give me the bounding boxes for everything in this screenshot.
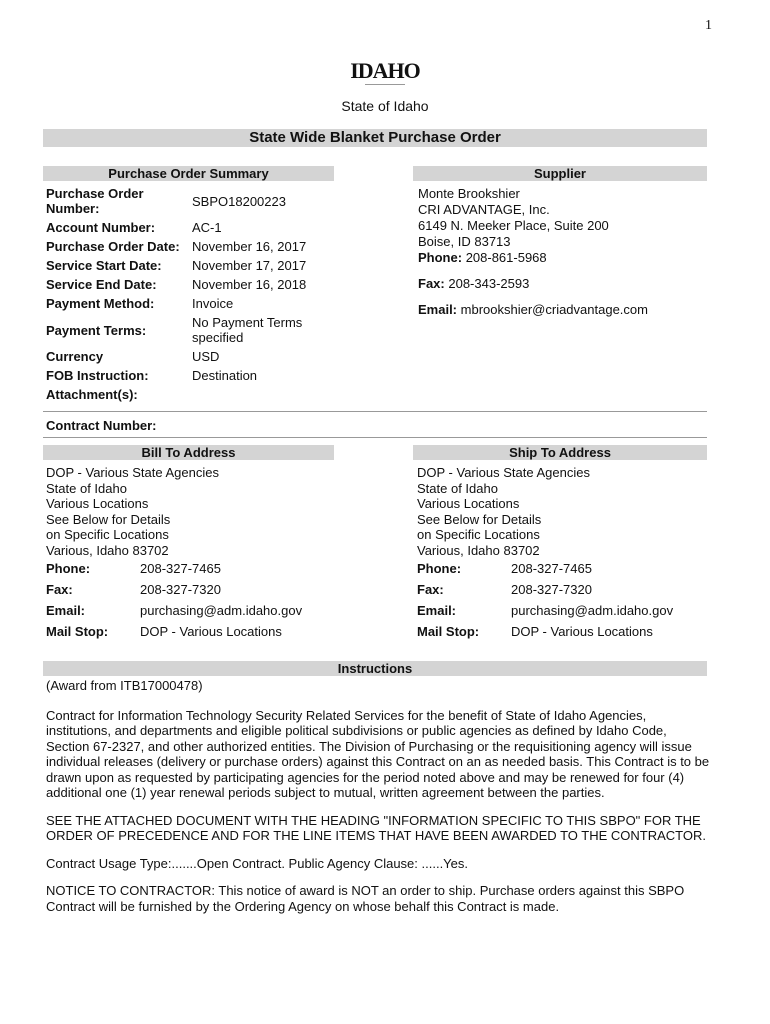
state-name: State of Idaho: [341, 98, 429, 114]
instructions-header: Instructions: [43, 661, 707, 676]
field-value: Destination: [192, 368, 258, 383]
fax-label: Fax:: [418, 276, 445, 291]
bill-to-header: Bill To Address: [43, 445, 334, 460]
address-line: See Below for Details: [417, 511, 542, 527]
address-line: See Below for Details: [46, 511, 171, 527]
contact-row: [46, 624, 346, 639]
instruction-paragraph: Contract for Information Technology Security Related Services for the benefit of State of Idaho Agencies, institutions, and departments and eligible political subdivisions or public agencies as defined by Idaho Code, Section 67-2327, and other authorized entities. The Division of Purchasing or the requisitioning agency will issue individual releases (delivery or purchase orders) against this Contract on an as needed basis. This Contract is to be drawn upon as requested by participating agencies for the period noted above and may be renewed for four (4) additional one (1) year renewal periods subject to mutual, written agreement between the parties.: [46, 707, 710, 800]
field-value: USD: [192, 349, 220, 364]
contact-row: [417, 561, 717, 576]
contact-value: 208-327-7465: [140, 560, 221, 576]
field-value: November 16, 2018: [192, 277, 307, 292]
fax-value: 208-343-2593: [448, 276, 530, 291]
address-line: on Specific Locations: [417, 527, 540, 543]
contact-row: [46, 603, 346, 618]
contact-value: DOP - Various Locations: [511, 623, 653, 639]
address-line: on Specific Locations: [46, 527, 169, 543]
field-label: Service End Date:: [46, 277, 157, 292]
contact-value: 208-327-7465: [511, 560, 592, 576]
address-line: Various Locations: [417, 496, 520, 512]
field-value: No Payment Terms specified: [192, 315, 303, 345]
instructions-body: [46, 678, 710, 926]
idaho-logo: [0, 58, 770, 85]
contact-row: [417, 603, 717, 618]
ship-to-header: Ship To Address: [413, 445, 707, 460]
divider: [43, 411, 707, 412]
logo-text: IDAHO: [350, 58, 420, 83]
contact-value: 208-327-7320: [140, 581, 221, 597]
contact-label: Mail Stop:: [46, 623, 109, 639]
email-label: Email:: [418, 302, 458, 317]
field-value: AC-1: [192, 220, 222, 235]
field-label: Service Start Date:: [46, 258, 162, 273]
instruction-paragraph: SEE THE ATTACHED DOCUMENT WITH THE HEADING "INFORMATION SPECIFIC TO THIS SBPO" FOR THE ORDER OF PRECEDENCE AND FOR THE LINE ITEMS THAT HAVE BEEN AWARDED TO THE CONTRACTOR.: [46, 812, 706, 843]
instruction-paragraph: (Award from ITB17000478): [46, 678, 203, 693]
field-label: Purchase Order Date:: [46, 239, 180, 254]
contact-label: Fax:: [46, 581, 73, 597]
contact-row: [46, 561, 346, 576]
summary-row: [46, 368, 346, 383]
instruction-paragraph: NOTICE TO CONTRACTOR: This notice of award is NOT an order to ship. Purchase orders against this SBPO Contract will be furnished by the Ordering Agency on whose behalf this Contract is made.: [46, 883, 685, 914]
phone-value: 208-861-5968: [465, 250, 547, 265]
summary-row: [46, 277, 346, 292]
contact-row: [46, 582, 346, 597]
summary-row: [46, 186, 346, 216]
field-label: FOB Instruction:: [46, 368, 149, 383]
instruction-paragraph: Contract Usage Type:.......Open Contract. Public Agency Clause: ......Yes.: [46, 855, 468, 871]
ship-to-address: [417, 465, 717, 639]
address-line: State of Idaho: [417, 480, 498, 496]
contact-row: [417, 582, 717, 597]
contact-value: purchasing@adm.idaho.gov: [511, 602, 674, 618]
address-line: DOP - Various State Agencies: [417, 465, 590, 480]
contact-label: Phone:: [417, 560, 462, 576]
contact-value: purchasing@adm.idaho.gov: [140, 602, 303, 618]
email-value: mbrookshier@criadvantage.com: [460, 302, 648, 317]
phone-label: Phone:: [418, 250, 463, 265]
supplier-name: Monte Brookshier: [418, 186, 520, 201]
summary-row: [46, 258, 346, 273]
purchase-order-summary: [46, 186, 346, 406]
contract-number-label: Contract Number:: [46, 418, 157, 433]
field-value: SBPO18200223: [192, 193, 286, 209]
divider: [43, 437, 707, 438]
supplier-street: 6149 N. Meeker Place, Suite 200: [418, 218, 609, 233]
field-label: Payment Terms:: [46, 322, 147, 338]
supplier-email: [418, 302, 708, 318]
contact-label: Email:: [417, 602, 457, 618]
contact-value: DOP - Various Locations: [140, 623, 282, 639]
contact-label: Mail Stop:: [417, 623, 480, 639]
contact-label: Phone:: [46, 560, 91, 576]
supplier-phone: [418, 250, 708, 266]
summary-row: [46, 315, 346, 345]
summary-row: [46, 239, 346, 254]
summary-row: [46, 349, 346, 364]
document-title: State Wide Blanket Purchase Order: [43, 129, 707, 147]
supplier-city: Boise, ID 83713: [418, 234, 511, 249]
summary-header: Purchase Order Summary: [43, 166, 334, 181]
contact-label: Email:: [46, 602, 86, 618]
summary-row: [46, 220, 346, 235]
supplier-header: Supplier: [413, 166, 707, 181]
summary-row: [46, 387, 346, 402]
summary-row: [46, 296, 346, 311]
address-line: DOP - Various State Agencies: [46, 465, 219, 480]
supplier-company: CRI ADVANTAGE, Inc.: [418, 202, 550, 217]
bill-to-address: [46, 465, 346, 639]
page-number: 1: [705, 18, 712, 33]
field-value: Invoice: [192, 296, 234, 311]
address-line: State of Idaho: [46, 480, 127, 496]
address-line: Various Locations: [46, 496, 149, 512]
field-value: November 17, 2017: [192, 258, 307, 273]
field-label: Currency: [46, 349, 104, 364]
supplier-fax: [418, 276, 708, 292]
address-line: Various, Idaho 83702: [46, 542, 169, 558]
field-label: Purchase Order Number:: [46, 186, 144, 216]
contact-row: [417, 624, 717, 639]
field-value: November 16, 2017: [192, 239, 307, 254]
field-label: Account Number:: [46, 220, 156, 235]
field-label: Attachment(s):: [46, 387, 138, 402]
supplier-block: [418, 186, 708, 318]
contact-label: Fax:: [417, 581, 444, 597]
address-line: Various, Idaho 83702: [417, 542, 540, 558]
contact-value: 208-327-7320: [511, 581, 592, 597]
field-label: Payment Method:: [46, 296, 155, 311]
